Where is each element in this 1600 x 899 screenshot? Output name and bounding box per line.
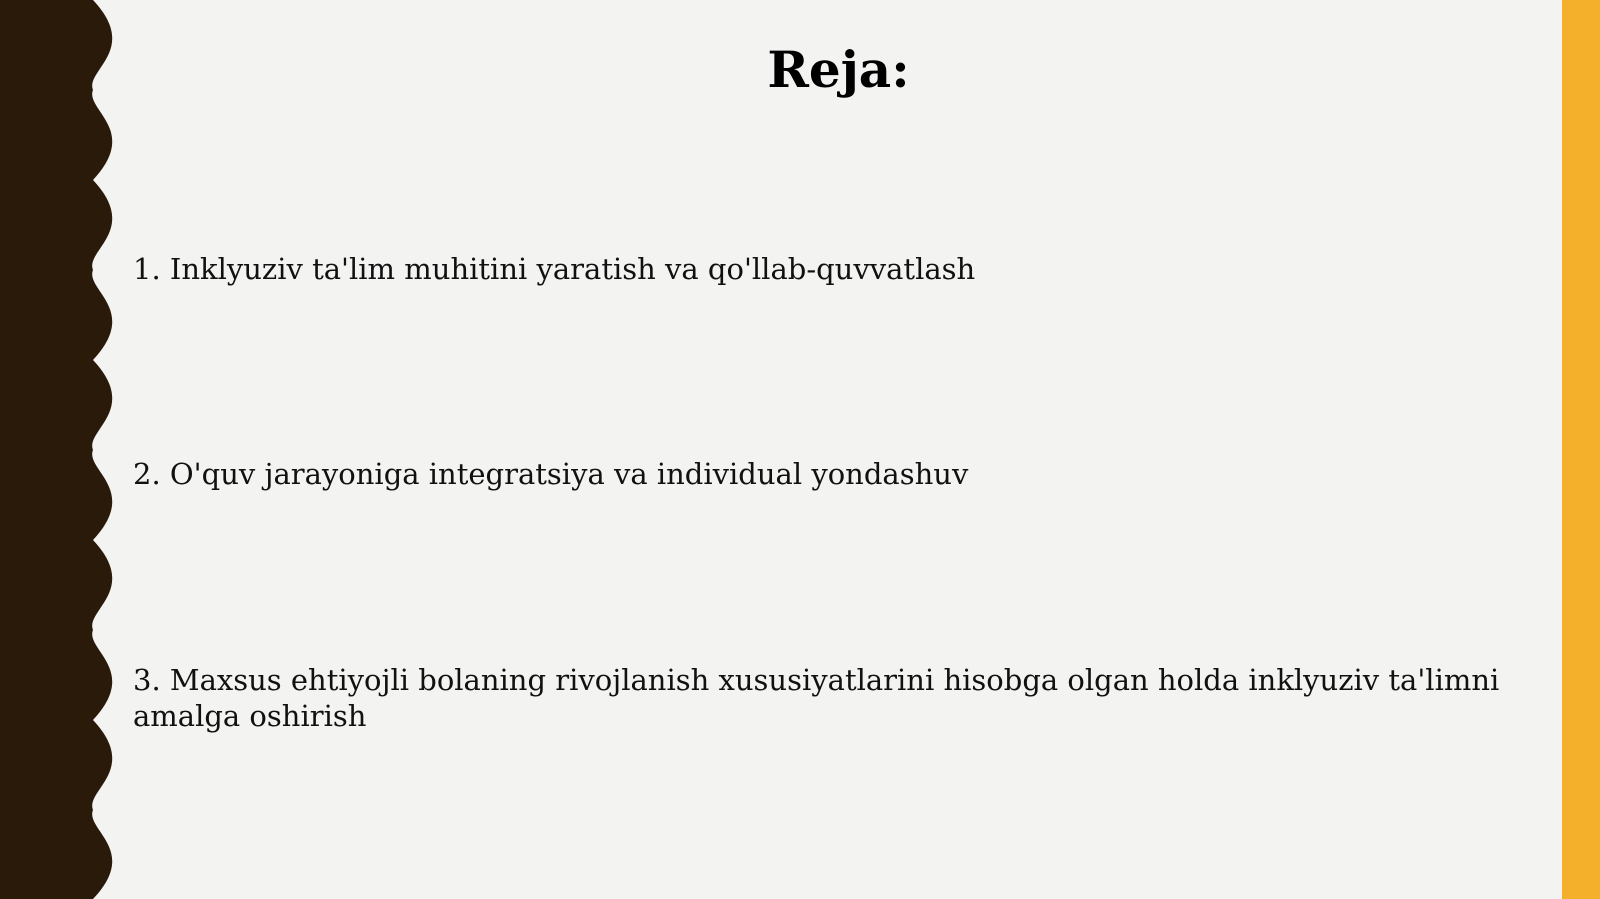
left-wave-shape — [0, 0, 112, 899]
plan-item-2: 2. O'quv jarayoniga integratsiya va individual yondashuv — [133, 457, 969, 491]
left-wave-band — [0, 0, 130, 899]
slide-title: Reja: — [767, 40, 910, 99]
right-accent-bar — [1562, 0, 1600, 899]
plan-item-1: 1. Inklyuziv ta'lim muhitini yaratish va qo'llab-quvvatlash — [133, 252, 976, 286]
plan-item-3: 3. Maxsus ehtiyojli bolaning rivojlanish xususiyatlarini hisobga olgan holda inklyuziv ta'limni amalga oshirish — [133, 663, 1500, 733]
